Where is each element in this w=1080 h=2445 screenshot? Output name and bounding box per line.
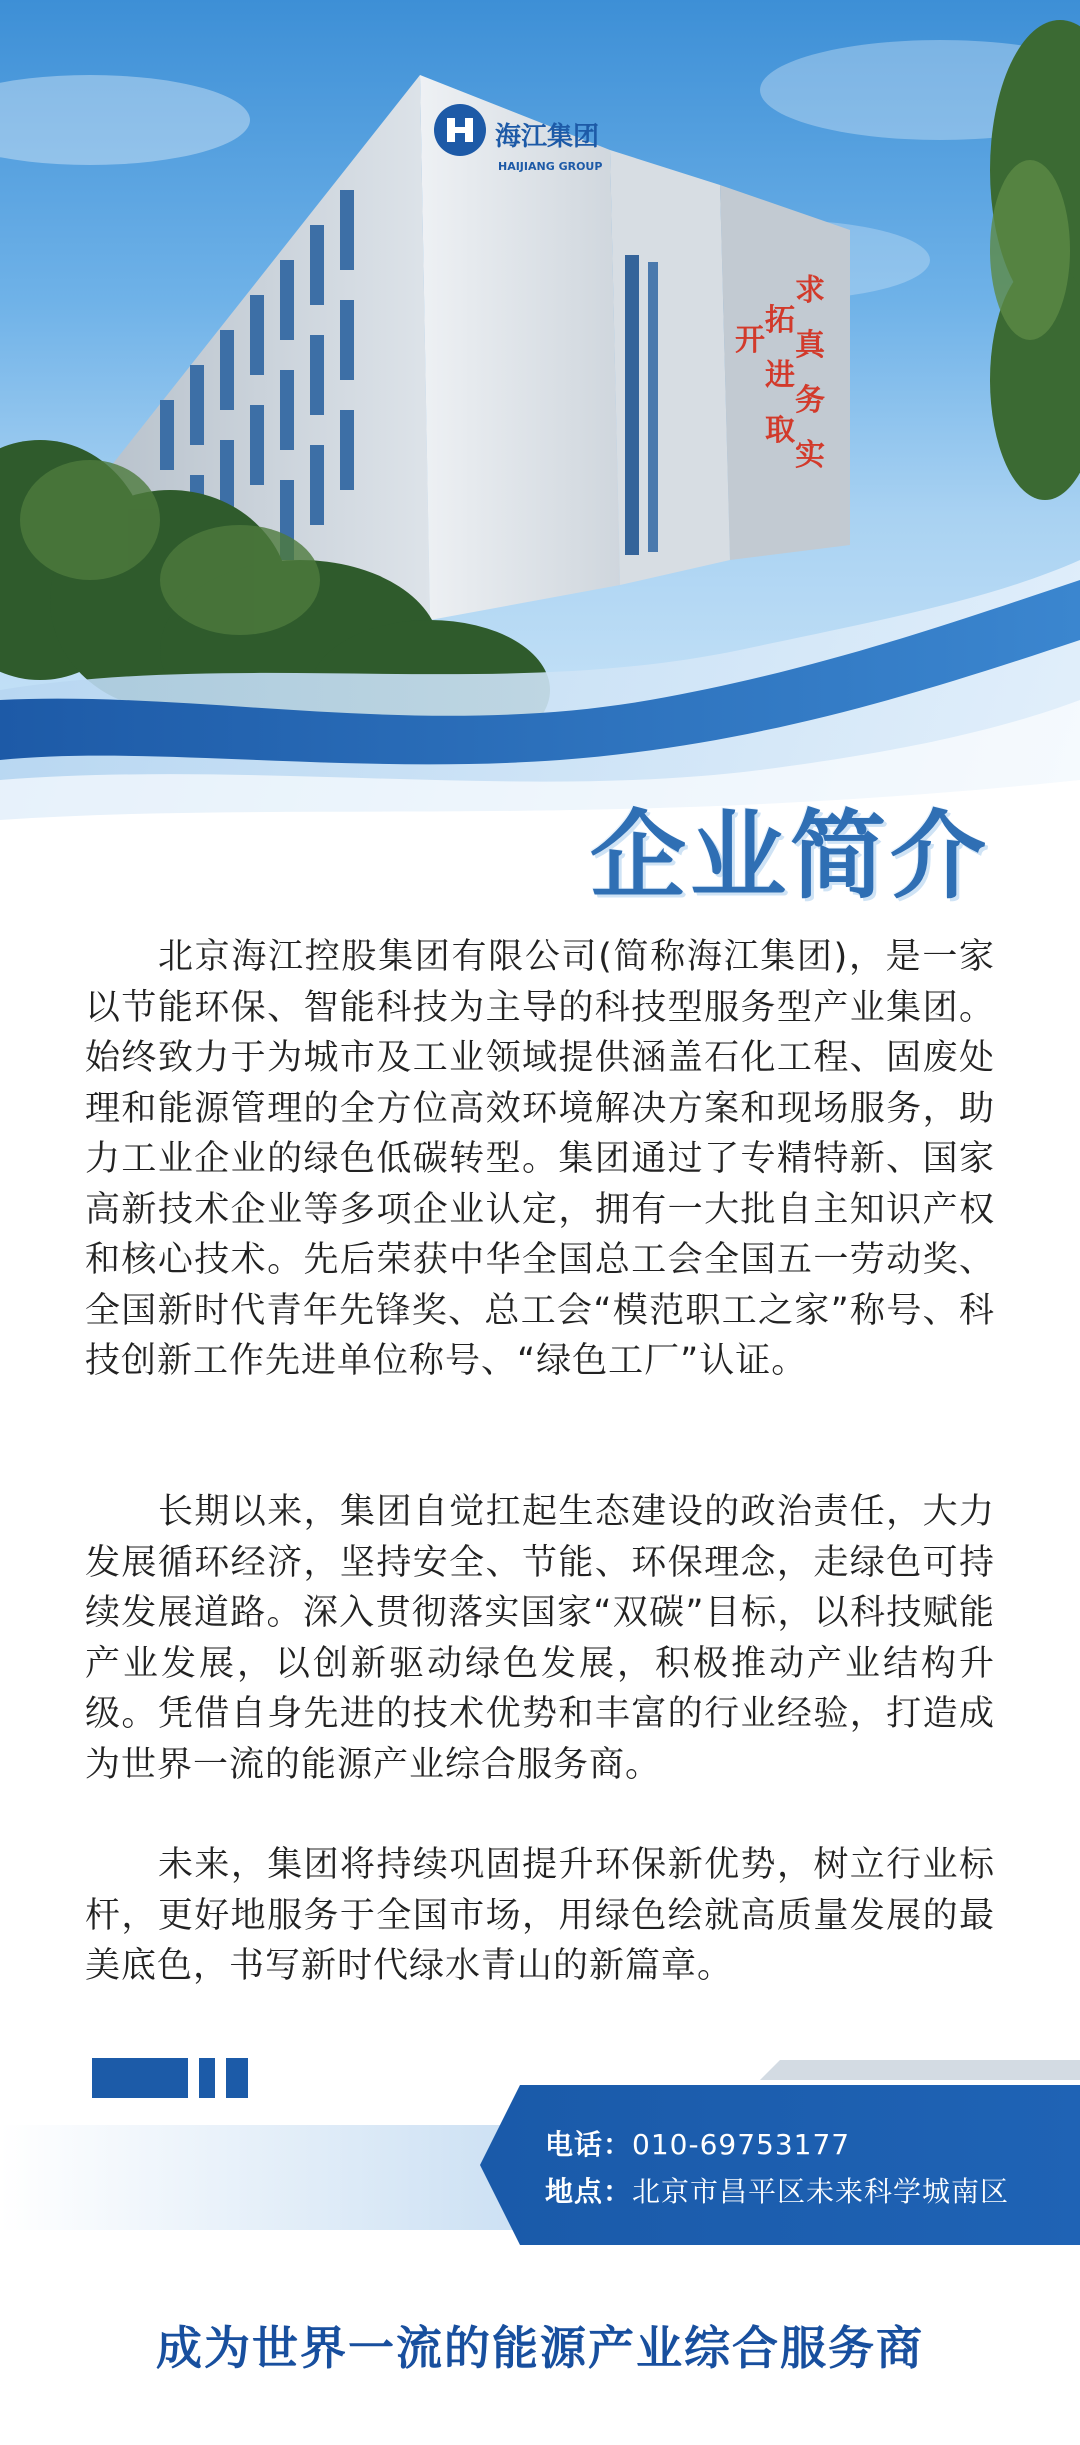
phone-label: 电话： [545, 2128, 633, 2161]
intro-paragraph-3: 未来，集团将持续巩固提升环保新优势，树立行业标杆，更好地服务于全国市场，用绿色绘就高质量发展的最美底色，书写新时代绿水青山的新篇章。 [85, 1845, 995, 1986]
svg-text:开: 开 [735, 323, 765, 358]
hero-building-photo [0, 0, 1080, 860]
building-logo-cn: 海江集团 [495, 122, 600, 152]
svg-text:拓: 拓 [765, 303, 795, 338]
svg-text:进: 进 [765, 358, 795, 393]
building-logo-en: HAIJIANG GROUP [498, 160, 603, 173]
contact-address [545, 2170, 1009, 2210]
svg-text:真: 真 [795, 328, 825, 363]
phone-value[interactable]: 010-69753177 [632, 2128, 851, 2161]
section-title: 企业简介 [590, 800, 990, 912]
address-value: 北京市昌平区未来科学城南区 [632, 2175, 1010, 2208]
svg-text:务: 务 [795, 383, 825, 418]
intro-paragraph-2: 长期以来，集团自觉扛起生态建设的政治责任，大力发展循环经济，坚持安全、节能、环保理念，走绿色可持续发展道路。深入贯彻落实国家“双碳”目标，以科技赋能产业发展，以创新驱动绿色发展，积极推动产业结构升级。凭借自身先进的技术优势和丰富的行业经验，打造成为世界一流的能源产业综合服务商。 [85, 1492, 995, 1785]
svg-text:求: 求 [795, 273, 825, 308]
address-label: 地点： [545, 2175, 633, 2208]
contact-phone [545, 2123, 850, 2163]
intro-paragraph-1: 北京海江控股集团有限公司(简称海江集团)，是一家以节能环保、智能科技为主导的科技型服务型产业集团。始终致力于为城市及工业领域提供涵盖石化工程、固废处理和能源管理的全方位高效环境解决方案和现场服务，助力工业企业的绿色低碳转型。集团通过了专精特新、国家高新技术企业等多项企业认定，拥有一大批自主知识产权和核心技术。先后荣获中华全国总工会全国五一劳动奖、全国新时代青年先锋奖、总工会“模范职工之家”称号、科技创新工作先进单位称号、“绿色工厂”认证。 [85, 937, 995, 1381]
svg-text:取: 取 [765, 413, 795, 448]
footer-slogan: 成为世界一流的能源产业综合服务商 [156, 2321, 924, 2375]
svg-text:实: 实 [795, 438, 825, 473]
building-logo [434, 104, 486, 156]
contact-band [0, 2060, 1080, 2250]
